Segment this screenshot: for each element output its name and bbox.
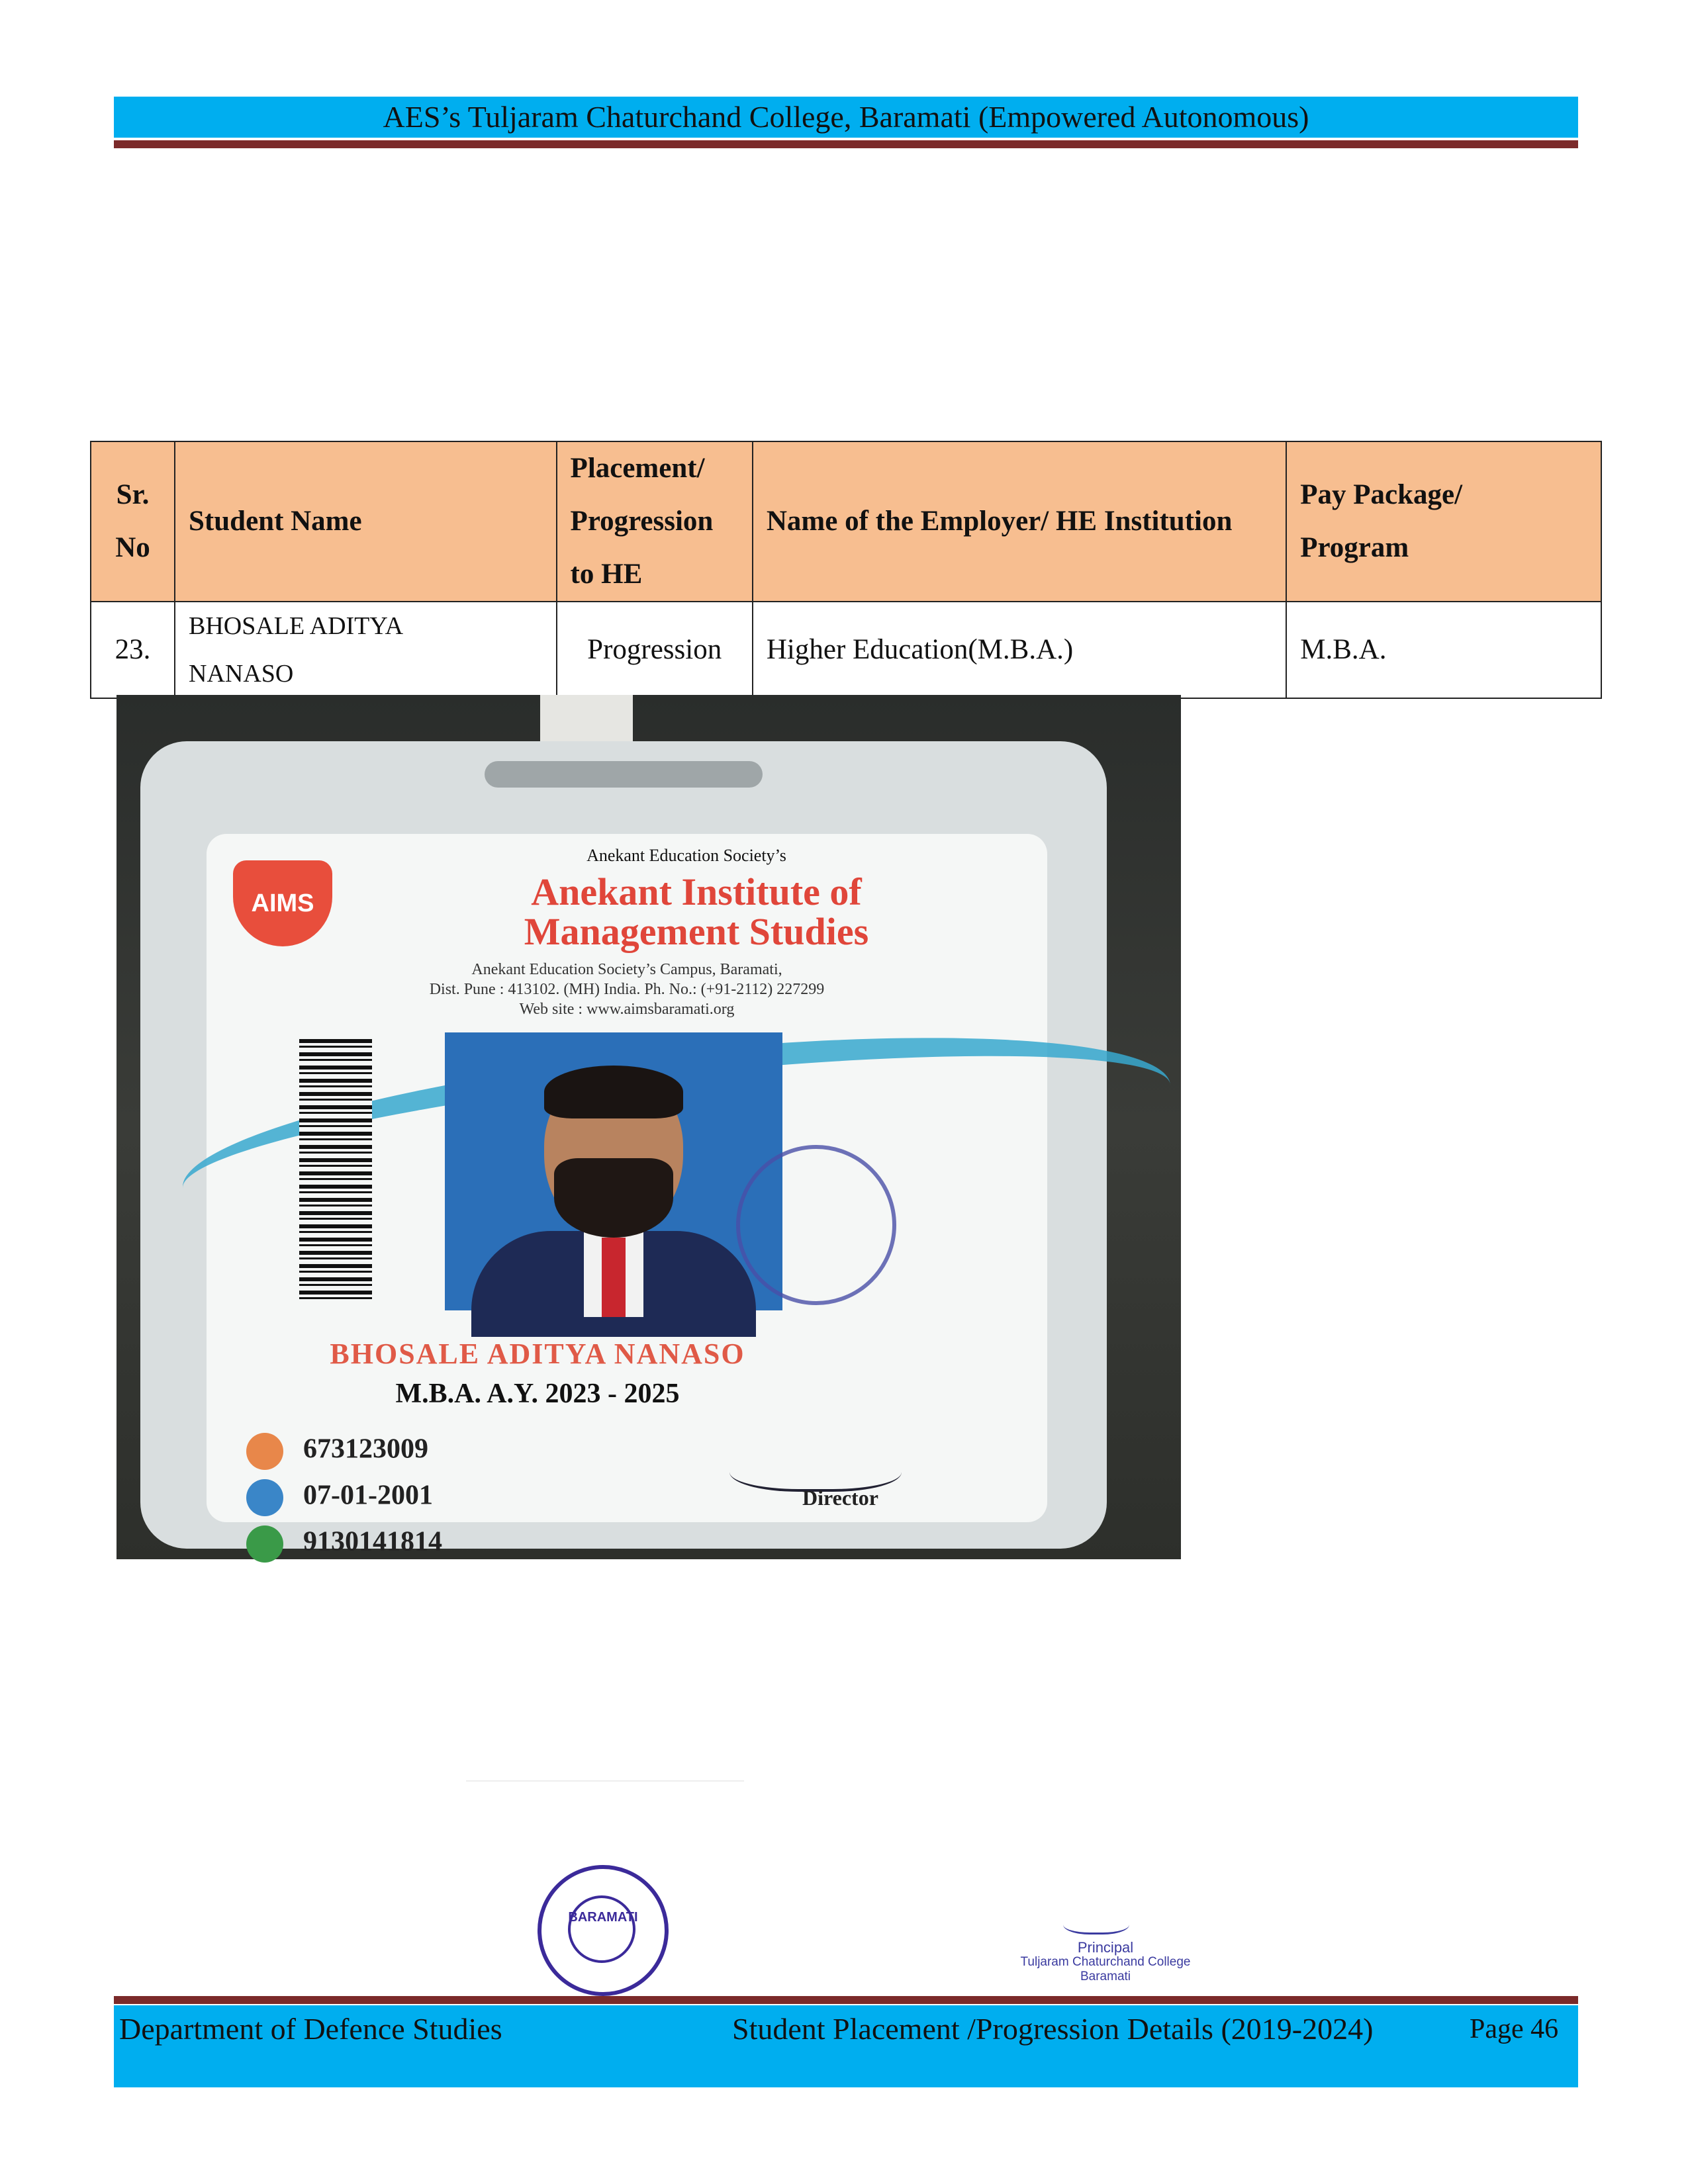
aims-logo: AIMS xyxy=(233,860,332,946)
header-pay-line2: Program xyxy=(1300,532,1409,563)
cell-pay-package: M.B.A. xyxy=(1286,602,1601,698)
address-line3: Web site : www.aimsbaramati.org xyxy=(519,1001,735,1018)
header-sr-line2: No xyxy=(115,532,150,563)
header-sr-line1: Sr. xyxy=(116,479,150,510)
calendar-icon xyxy=(246,1479,283,1516)
address-line2: Dist. Pune : 413102. (MH) India. Ph. No.: (+91-2112) 227299 xyxy=(429,981,825,998)
principal-city: Baramati xyxy=(1080,1970,1131,1983)
student-name-line1: BHOSALE ADITYA xyxy=(189,612,404,640)
portrait-tie xyxy=(602,1238,626,1317)
phone-text: 9130141814 xyxy=(303,1526,442,1557)
page-header: AES’s Tuljaram Chaturchand College, Baramati (Empowered Autonomous) xyxy=(114,97,1578,138)
card-signatory: Director xyxy=(802,1486,878,1510)
footer-title: Student Placement /Progression Details (2019-2024) xyxy=(732,2012,1374,2046)
header-placement-line1: Placement/ xyxy=(570,453,705,484)
footer-department: Department of Defence Studies xyxy=(119,2012,502,2046)
card-society: Anekant Education Society’s xyxy=(586,846,786,865)
header-pay-line1: Pay Package/ xyxy=(1300,479,1463,510)
header-rule xyxy=(114,140,1578,148)
footer-rule xyxy=(114,1996,1578,2004)
cell-sr-no: 23. xyxy=(91,602,175,698)
cell-placement: Progression xyxy=(557,602,753,698)
cell-student-name xyxy=(175,602,557,698)
seal-inner-ring xyxy=(568,1895,635,1963)
placement-table xyxy=(90,441,1602,699)
dob-text: 07-01-2001 xyxy=(303,1480,433,1511)
portrait-beard xyxy=(554,1158,673,1238)
id-card-photo xyxy=(117,695,1181,1559)
card-course: M.B.A. A.Y. 2023 - 2025 xyxy=(395,1379,680,1409)
card-phone xyxy=(246,1525,442,1563)
director-signature xyxy=(729,1443,902,1492)
card-id-number xyxy=(246,1433,428,1470)
cell-employer: Higher Education(M.B.A.) xyxy=(753,602,1286,698)
card-address xyxy=(207,960,1047,1019)
id-card xyxy=(207,834,1047,1557)
id-number-text: 673123009 xyxy=(303,1433,428,1465)
institute-line1: Anekant Institute of xyxy=(531,870,862,913)
header-student-name: Student Name xyxy=(175,441,557,602)
principal-signature xyxy=(1063,1910,1129,1934)
principal-college: Tuljaram Chaturchand College xyxy=(1020,1955,1191,1969)
header-employer: Name of the Employer/ HE Institution xyxy=(753,441,1286,602)
header-placement xyxy=(557,441,753,602)
holder-slot xyxy=(485,761,763,788)
address-line1: Anekant Education Society’s Campus, Baramati, xyxy=(471,961,782,978)
divider xyxy=(466,1780,744,1782)
card-dob xyxy=(246,1479,433,1516)
table-row xyxy=(91,602,1601,698)
phone-icon xyxy=(246,1525,283,1563)
barcode xyxy=(299,1039,372,1304)
header-placement-line3: to HE xyxy=(570,559,643,590)
principal-title: Principal xyxy=(1077,1939,1134,1956)
principal-block xyxy=(1006,1940,1205,1984)
college-seal xyxy=(538,1865,669,1996)
card-stamp xyxy=(736,1145,896,1305)
portrait-hair xyxy=(544,1066,683,1118)
student-portrait xyxy=(445,1032,782,1310)
header-sr-no xyxy=(91,441,175,602)
header-placement-line2: Progression xyxy=(570,506,714,537)
institute-line2: Management Studies xyxy=(524,910,869,953)
header-pay-package xyxy=(1286,441,1601,602)
student-name-line2: NANASO xyxy=(189,660,294,688)
footer-page-number: Page 46 xyxy=(1470,2014,1559,2044)
seal-text: BARAMATI xyxy=(568,1910,638,1925)
id-icon xyxy=(246,1433,283,1470)
card-holder xyxy=(140,741,1107,1557)
card-institute-name xyxy=(352,872,1041,952)
table-header-row xyxy=(91,441,1601,602)
card-student-name: BHOSALE ADITYA NANASO xyxy=(330,1338,745,1370)
